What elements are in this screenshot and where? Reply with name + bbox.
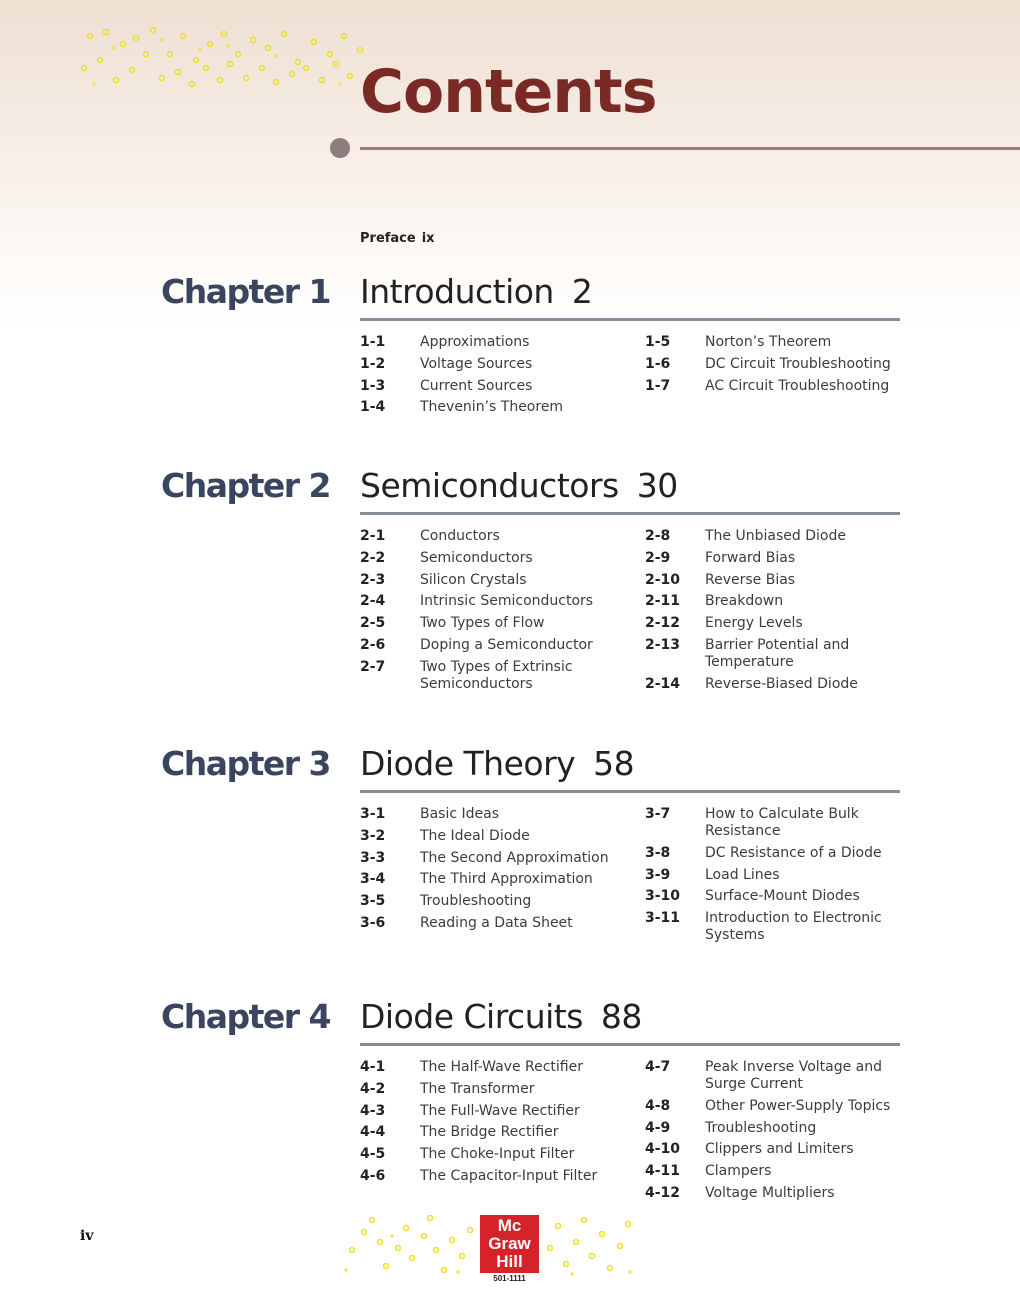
section-number: 3-11 (645, 910, 681, 927)
section-list-left (360, 1059, 640, 1190)
section-title: Two Types of Flow (420, 615, 545, 632)
section-number: 2-14 (645, 675, 681, 692)
section-title: The Third Approximation (420, 871, 593, 888)
toc-entry[interactable] (645, 637, 905, 671)
section-number: 3-7 (645, 806, 671, 822)
section-number: 1-6 (645, 355, 671, 372)
chapter-page: 58 (593, 744, 635, 783)
toc-entry[interactable] (645, 615, 905, 632)
toc-entry[interactable] (360, 572, 640, 589)
section-number: 1-5 (645, 334, 671, 350)
toc-entry[interactable] (360, 1124, 640, 1141)
toc-entry[interactable] (645, 1185, 905, 1202)
section-title: Approximations (420, 334, 530, 350)
section-list-right (645, 806, 905, 949)
chapter-page: 30 (636, 466, 678, 505)
section-title: Doping a Semiconductor (420, 636, 593, 653)
section-number: 2-8 (645, 528, 671, 544)
section-title: Reverse-Biased Diode (705, 675, 858, 692)
logo-code: 501-1111 (493, 1274, 526, 1283)
chapter-label: Chapter 3 (161, 744, 330, 783)
section-title: The Bridge Rectifier (420, 1124, 559, 1141)
toc-entry[interactable] (360, 828, 640, 845)
section-title: AC Circuit Troubleshooting (705, 377, 890, 394)
chapter-label: Chapter 1 (161, 272, 330, 311)
section-list-right (645, 334, 905, 399)
toc-entry[interactable] (645, 1163, 905, 1180)
section-title: Load Lines (705, 866, 780, 883)
section-list-right (645, 528, 905, 698)
chapter-label: Chapter 2 (161, 466, 330, 505)
section-number: 4-2 (360, 1080, 386, 1097)
toc-entry[interactable] (645, 378, 905, 395)
section-title: Clampers (705, 1163, 772, 1180)
section-title: Troubleshooting (705, 1119, 817, 1136)
section-title: Peak Inverse Voltage and Surge Current (705, 1059, 883, 1092)
section-title: Reverse Bias (705, 571, 796, 588)
chapter-rule (360, 318, 900, 321)
section-title: How to Calculate Bulk Resistance (705, 806, 859, 839)
chapter-page: 2 (571, 272, 593, 311)
toc-entry[interactable] (645, 867, 905, 884)
section-title: Clippers and Limiters (705, 1141, 854, 1158)
toc-entry[interactable] (360, 637, 640, 654)
chapter-title-text: Introduction (360, 272, 554, 311)
section-number: 1-1 (360, 334, 386, 350)
toc-entry[interactable] (360, 1168, 640, 1185)
toc-entry[interactable] (645, 888, 905, 905)
section-number: 3-2 (360, 827, 386, 844)
section-title: DC Circuit Troubleshooting (705, 355, 891, 372)
chapter-title-text: Diode Theory (360, 744, 576, 783)
section-title: The Unbiased Diode (705, 528, 846, 544)
section-title: The Second Approximation (420, 849, 609, 866)
toc-entry[interactable] (645, 356, 905, 373)
toc-entry[interactable] (645, 572, 905, 589)
toc-entry[interactable] (645, 806, 905, 840)
section-list-left (360, 334, 640, 421)
toc-entry[interactable] (360, 893, 640, 910)
section-number: 1-2 (360, 355, 386, 372)
toc-entry[interactable] (360, 615, 640, 632)
toc-entry[interactable] (360, 399, 640, 416)
toc-entry[interactable] (360, 915, 640, 932)
section-number: 4-6 (360, 1167, 386, 1184)
section-number: 2-5 (360, 615, 386, 632)
section-title: The Full-Wave Rectifier (420, 1102, 580, 1119)
toc-entry[interactable] (360, 356, 640, 373)
section-number: 2-7 (360, 658, 386, 675)
toc-entry[interactable] (360, 1103, 640, 1120)
section-number: 2-13 (645, 636, 681, 653)
section-number: 4-7 (645, 1059, 671, 1075)
section-number: 3-10 (645, 888, 681, 905)
section-title: Two Types of Extrinsic Semiconductors (420, 658, 573, 692)
chapter-label: Chapter 4 (161, 997, 330, 1036)
preface-page: ix (421, 231, 435, 246)
title-rule (360, 147, 1020, 150)
toc-entry[interactable] (645, 1120, 905, 1137)
section-number: 4-5 (360, 1146, 386, 1163)
section-number: 2-10 (645, 571, 681, 588)
page-number: iv (80, 1228, 94, 1244)
section-number: 4-3 (360, 1102, 386, 1119)
toc-entry[interactable] (360, 528, 640, 545)
publisher-logo (480, 1215, 539, 1273)
logo-line-1: Mc (497, 1216, 522, 1235)
chapter-page: 88 (600, 997, 642, 1036)
section-number: 3-3 (360, 849, 386, 866)
section-number: 2-11 (645, 593, 681, 610)
section-title: Silicon Crystals (420, 571, 527, 588)
section-number: 3-1 (360, 806, 386, 822)
toc-entry[interactable] (360, 550, 640, 567)
section-list-left (360, 528, 640, 698)
section-title: Breakdown (705, 593, 784, 610)
section-title: Norton’s Theorem (705, 334, 832, 350)
section-title: Other Power-Supply Topics (705, 1097, 891, 1114)
section-title: Current Sources (420, 377, 533, 394)
toc-entry[interactable] (360, 593, 640, 610)
toc-entry[interactable] (360, 806, 640, 823)
section-title: Forward Bias (705, 549, 796, 566)
section-number: 3-8 (645, 844, 671, 861)
section-list-right (645, 1059, 905, 1207)
section-number: 2-6 (360, 636, 386, 653)
toc-entry[interactable] (360, 871, 640, 888)
section-list-left (360, 806, 640, 937)
toc-entry[interactable] (360, 659, 640, 693)
section-title: Basic Ideas (420, 806, 500, 822)
section-number: 3-6 (360, 914, 386, 931)
toc-entry[interactable] (645, 593, 905, 610)
section-number: 3-4 (360, 871, 386, 888)
chapter-rule (360, 512, 900, 515)
section-number: 1-4 (360, 399, 386, 416)
section-number: 3-5 (360, 893, 386, 910)
section-number: 1-3 (360, 377, 386, 394)
chapter-title-text: Diode Circuits (360, 997, 583, 1036)
section-number: 1-7 (645, 377, 671, 394)
section-title: The Transformer (420, 1080, 535, 1097)
chapter-title[interactable] (360, 466, 678, 506)
toc-entry[interactable] (360, 1146, 640, 1163)
preface-entry[interactable] (360, 231, 435, 246)
chapter-title-text: Semiconductors (360, 466, 619, 505)
section-title: Introduction to Electronic Systems (705, 910, 882, 944)
section-title: Semiconductors (420, 549, 533, 566)
page-title: Contents (360, 57, 657, 127)
section-title: The Ideal Diode (420, 827, 530, 844)
section-title: The Choke-Input Filter (420, 1146, 575, 1163)
section-number: 2-9 (645, 549, 671, 566)
section-number: 2-2 (360, 549, 386, 566)
toc-entry[interactable] (360, 378, 640, 395)
section-number: 3-9 (645, 866, 671, 883)
section-title: Surface-Mount Diodes (705, 888, 860, 905)
section-number: 2-1 (360, 528, 386, 544)
toc-entry[interactable] (645, 676, 905, 693)
section-title: Intrinsic Semiconductors (420, 593, 594, 610)
toc-entry[interactable] (645, 910, 905, 944)
toc-entry[interactable] (645, 334, 905, 351)
section-number: 4-1 (360, 1059, 386, 1075)
section-title: Conductors (420, 528, 500, 544)
section-title: DC Resistance of a Diode (705, 844, 882, 861)
section-number: 4-12 (645, 1184, 681, 1201)
toc-entry[interactable] (360, 334, 640, 351)
toc-entry[interactable] (645, 550, 905, 567)
chapter-title[interactable] (360, 272, 592, 312)
chapter-rule (360, 1043, 900, 1046)
section-title: Thevenin’s Theorem (420, 399, 564, 416)
section-title: Voltage Sources (420, 355, 533, 372)
section-title: Voltage Multipliers (705, 1184, 835, 1201)
section-number: 4-11 (645, 1163, 681, 1180)
section-number: 4-9 (645, 1119, 671, 1136)
section-title: Barrier Potential and Temperature (705, 636, 850, 670)
section-title: Troubleshooting (420, 893, 532, 910)
toc-entry[interactable] (645, 528, 905, 545)
section-number: 4-10 (645, 1141, 681, 1158)
section-number: 4-4 (360, 1124, 386, 1141)
section-title: The Capacitor-Input Filter (420, 1167, 598, 1184)
section-number: 4-8 (645, 1097, 671, 1114)
section-title: Reading a Data Sheet (420, 914, 573, 931)
section-number: 2-4 (360, 593, 386, 610)
preface-label: Preface (360, 231, 416, 246)
toc-entry[interactable] (360, 1059, 640, 1076)
title-bullet-dot (330, 138, 350, 158)
chapter-title[interactable] (360, 997, 642, 1037)
section-title: Energy Levels (705, 615, 803, 632)
toc-entry[interactable] (645, 1141, 905, 1158)
toc-entry[interactable] (645, 1059, 905, 1093)
logo-line-3: Hill (496, 1252, 523, 1271)
toc-entry[interactable] (360, 850, 640, 867)
section-number: 2-3 (360, 571, 386, 588)
toc-entry[interactable] (645, 845, 905, 862)
chapter-rule (360, 790, 900, 793)
section-number: 2-12 (645, 615, 681, 632)
toc-entry[interactable] (645, 1098, 905, 1115)
section-title: The Half-Wave Rectifier (420, 1059, 583, 1075)
chapter-title[interactable] (360, 744, 634, 784)
logo-line-2: Graw (488, 1234, 531, 1253)
toc-entry[interactable] (360, 1081, 640, 1098)
decorative-dots-top (78, 24, 368, 94)
